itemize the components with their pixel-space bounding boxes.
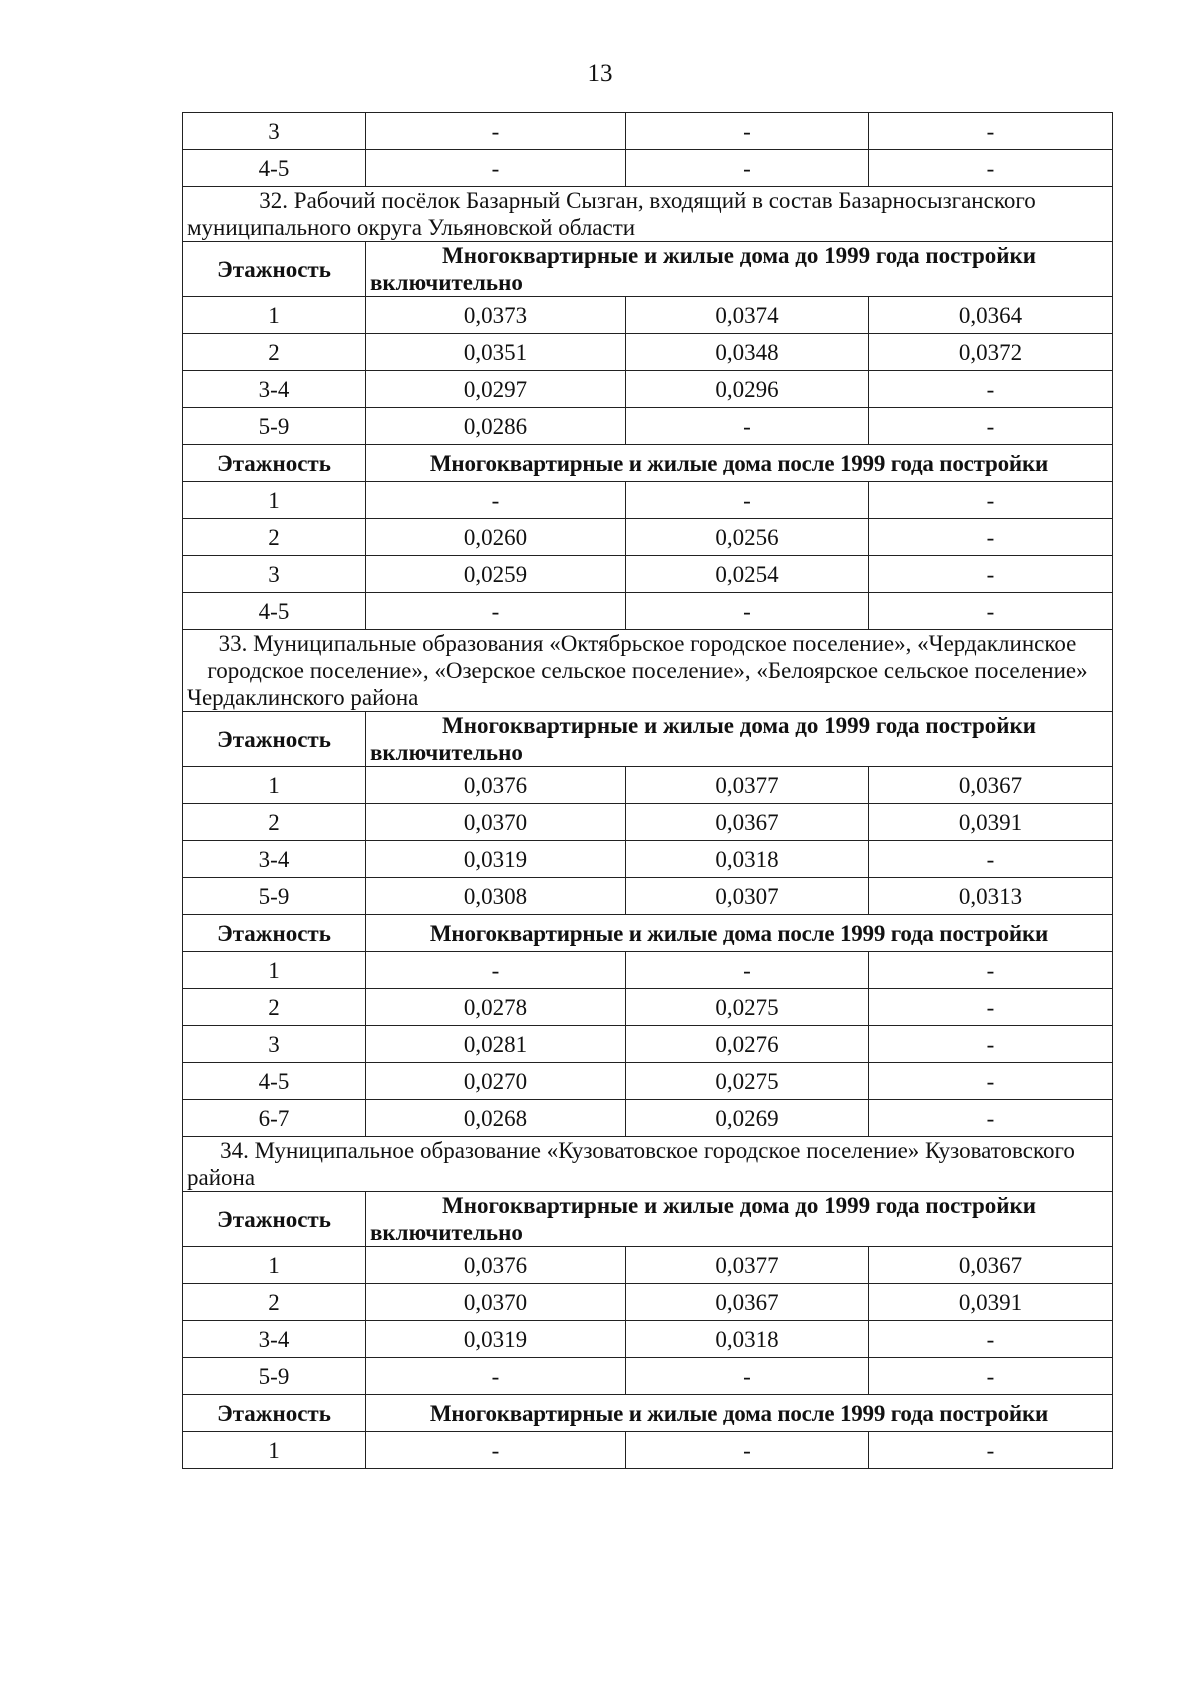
header-row	[183, 1192, 1113, 1247]
value-cell: 0,0318	[626, 1321, 869, 1358]
value-cell: -	[869, 408, 1113, 445]
value-cell: 0,0377	[626, 1247, 869, 1284]
value-cell: -	[366, 482, 626, 519]
value-cell: -	[626, 952, 869, 989]
value-cell: 0,0254	[626, 556, 869, 593]
coefficient-table	[182, 112, 1113, 1469]
table-row	[183, 519, 1113, 556]
floor-cell: 1	[183, 297, 366, 334]
pre1999-header: Многоквартирные и жилые дома до 1999 года постройки включительно	[366, 242, 1113, 297]
value-cell: -	[626, 150, 869, 187]
value-cell: 0,0377	[626, 767, 869, 804]
value-cell: 0,0276	[626, 1026, 869, 1063]
floor-cell: 2	[183, 989, 366, 1026]
floor-cell: 3	[183, 1026, 366, 1063]
floor-cell: 4-5	[183, 1063, 366, 1100]
value-cell: 0,0367	[626, 804, 869, 841]
floor-cell: 4-5	[183, 150, 366, 187]
post1999-header: Многоквартирные и жилые дома после 1999 года постройки	[366, 445, 1113, 482]
value-cell: -	[626, 1358, 869, 1395]
header-row	[183, 1395, 1113, 1432]
value-cell: -	[869, 113, 1113, 150]
section-row	[183, 187, 1113, 242]
value-cell: 0,0364	[869, 297, 1113, 334]
floors-header: Этажность	[183, 445, 366, 482]
floor-cell: 3	[183, 556, 366, 593]
section-title: 33. Муниципальные образования «Октябрьское городское поселение», «Чердаклинское городское поселение», «Озерское сельское поселение», «Белоярское сельское поселение» Чердаклинского района	[183, 630, 1113, 712]
floor-cell: 3-4	[183, 1321, 366, 1358]
value-cell: 0,0348	[626, 334, 869, 371]
value-cell: -	[869, 482, 1113, 519]
floor-cell: 2	[183, 804, 366, 841]
value-cell: 0,0370	[366, 804, 626, 841]
value-cell: -	[869, 593, 1113, 630]
value-cell: -	[626, 1432, 869, 1469]
table-row	[183, 556, 1113, 593]
value-cell: 0,0275	[626, 989, 869, 1026]
table-row	[183, 297, 1113, 334]
value-cell: 0,0275	[626, 1063, 869, 1100]
table-row	[183, 989, 1113, 1026]
value-cell: 0,0308	[366, 878, 626, 915]
floor-cell: 2	[183, 334, 366, 371]
table-row	[183, 1063, 1113, 1100]
value-cell: -	[869, 989, 1113, 1026]
value-cell: 0,0259	[366, 556, 626, 593]
value-cell: -	[366, 952, 626, 989]
floor-cell: 1	[183, 952, 366, 989]
floor-cell: 2	[183, 519, 366, 556]
value-cell: -	[869, 1100, 1113, 1137]
floors-header: Этажность	[183, 1192, 366, 1247]
table-row	[183, 113, 1113, 150]
value-cell: 0,0319	[366, 1321, 626, 1358]
value-cell: 0,0297	[366, 371, 626, 408]
table-row	[183, 1284, 1113, 1321]
floor-cell: 6-7	[183, 1100, 366, 1137]
value-cell: -	[366, 593, 626, 630]
pre1999-header: Многоквартирные и жилые дома до 1999 года постройки включительно	[366, 712, 1113, 767]
value-cell: -	[869, 1321, 1113, 1358]
header-row	[183, 445, 1113, 482]
value-cell: -	[626, 593, 869, 630]
value-cell: -	[869, 1432, 1113, 1469]
floor-cell: 3-4	[183, 371, 366, 408]
value-cell: -	[366, 150, 626, 187]
floor-cell: 1	[183, 767, 366, 804]
floor-cell: 2	[183, 1284, 366, 1321]
value-cell: 0,0286	[366, 408, 626, 445]
section-row	[183, 1137, 1113, 1192]
floor-cell: 1	[183, 1247, 366, 1284]
value-cell: 0,0391	[869, 1284, 1113, 1321]
header-row	[183, 242, 1113, 297]
header-row	[183, 712, 1113, 767]
value-cell: 0,0307	[626, 878, 869, 915]
floors-header: Этажность	[183, 712, 366, 767]
value-cell: 0,0319	[366, 841, 626, 878]
value-cell: -	[626, 408, 869, 445]
table-row	[183, 952, 1113, 989]
value-cell: 0,0374	[626, 297, 869, 334]
section-row	[183, 630, 1113, 712]
value-cell: -	[869, 1026, 1113, 1063]
floor-cell: 5-9	[183, 878, 366, 915]
table-row	[183, 1247, 1113, 1284]
value-cell: 0,0367	[869, 1247, 1113, 1284]
floors-header: Этажность	[183, 242, 366, 297]
table-row	[183, 593, 1113, 630]
table-row	[183, 1321, 1113, 1358]
value-cell: -	[366, 1432, 626, 1469]
table-row	[183, 1432, 1113, 1469]
value-cell: 0,0367	[626, 1284, 869, 1321]
floor-cell: 4-5	[183, 593, 366, 630]
page-number: 13	[587, 60, 613, 87]
table-row	[183, 408, 1113, 445]
value-cell: -	[366, 113, 626, 150]
table-row	[183, 804, 1113, 841]
value-cell: 0,0367	[869, 767, 1113, 804]
table-row	[183, 1358, 1113, 1395]
value-cell: 0,0372	[869, 334, 1113, 371]
table-row	[183, 371, 1113, 408]
floor-cell: 3	[183, 113, 366, 150]
table-body	[183, 113, 1113, 1469]
pre1999-header: Многоквартирные и жилые дома до 1999 года постройки включительно	[366, 1192, 1113, 1247]
value-cell: 0,0370	[366, 1284, 626, 1321]
value-cell: 0,0376	[366, 1247, 626, 1284]
floors-header: Этажность	[183, 915, 366, 952]
floor-cell: 1	[183, 482, 366, 519]
value-cell: 0,0376	[366, 767, 626, 804]
table-row	[183, 841, 1113, 878]
value-cell: 0,0268	[366, 1100, 626, 1137]
value-cell: 0,0373	[366, 297, 626, 334]
value-cell: 0,0313	[869, 878, 1113, 915]
value-cell: 0,0278	[366, 989, 626, 1026]
value-cell: -	[869, 841, 1113, 878]
value-cell: 0,0260	[366, 519, 626, 556]
value-cell: -	[869, 150, 1113, 187]
floor-cell: 3-4	[183, 841, 366, 878]
floor-cell: 5-9	[183, 1358, 366, 1395]
value-cell: 0,0391	[869, 804, 1113, 841]
table-row	[183, 878, 1113, 915]
value-cell: 0,0269	[626, 1100, 869, 1137]
value-cell: -	[626, 482, 869, 519]
value-cell: -	[869, 371, 1113, 408]
post1999-header: Многоквартирные и жилые дома после 1999 года постройки	[366, 1395, 1113, 1432]
post1999-header: Многоквартирные и жилые дома после 1999 года постройки	[366, 915, 1113, 952]
value-cell: -	[869, 556, 1113, 593]
value-cell: -	[366, 1358, 626, 1395]
table-row	[183, 1026, 1113, 1063]
value-cell: -	[869, 519, 1113, 556]
table-row	[183, 1100, 1113, 1137]
value-cell: -	[869, 1358, 1113, 1395]
section-title: 34. Муниципальное образование «Кузоватовское городское поселение» Кузоватовского района	[183, 1137, 1113, 1192]
table-row	[183, 334, 1113, 371]
value-cell: 0,0270	[366, 1063, 626, 1100]
header-row	[183, 915, 1113, 952]
value-cell: -	[626, 113, 869, 150]
value-cell: -	[869, 952, 1113, 989]
value-cell: 0,0256	[626, 519, 869, 556]
section-title: 32. Рабочий посёлок Базарный Сызган, входящий в состав Базарносызганского муниципального округа Ульяновской области	[183, 187, 1113, 242]
value-cell: -	[869, 1063, 1113, 1100]
floor-cell: 5-9	[183, 408, 366, 445]
table-row	[183, 482, 1113, 519]
floors-header: Этажность	[183, 1395, 366, 1432]
value-cell: 0,0351	[366, 334, 626, 371]
floor-cell: 1	[183, 1432, 366, 1469]
value-cell: 0,0296	[626, 371, 869, 408]
value-cell: 0,0281	[366, 1026, 626, 1063]
table-row	[183, 767, 1113, 804]
table-row	[183, 150, 1113, 187]
value-cell: 0,0318	[626, 841, 869, 878]
